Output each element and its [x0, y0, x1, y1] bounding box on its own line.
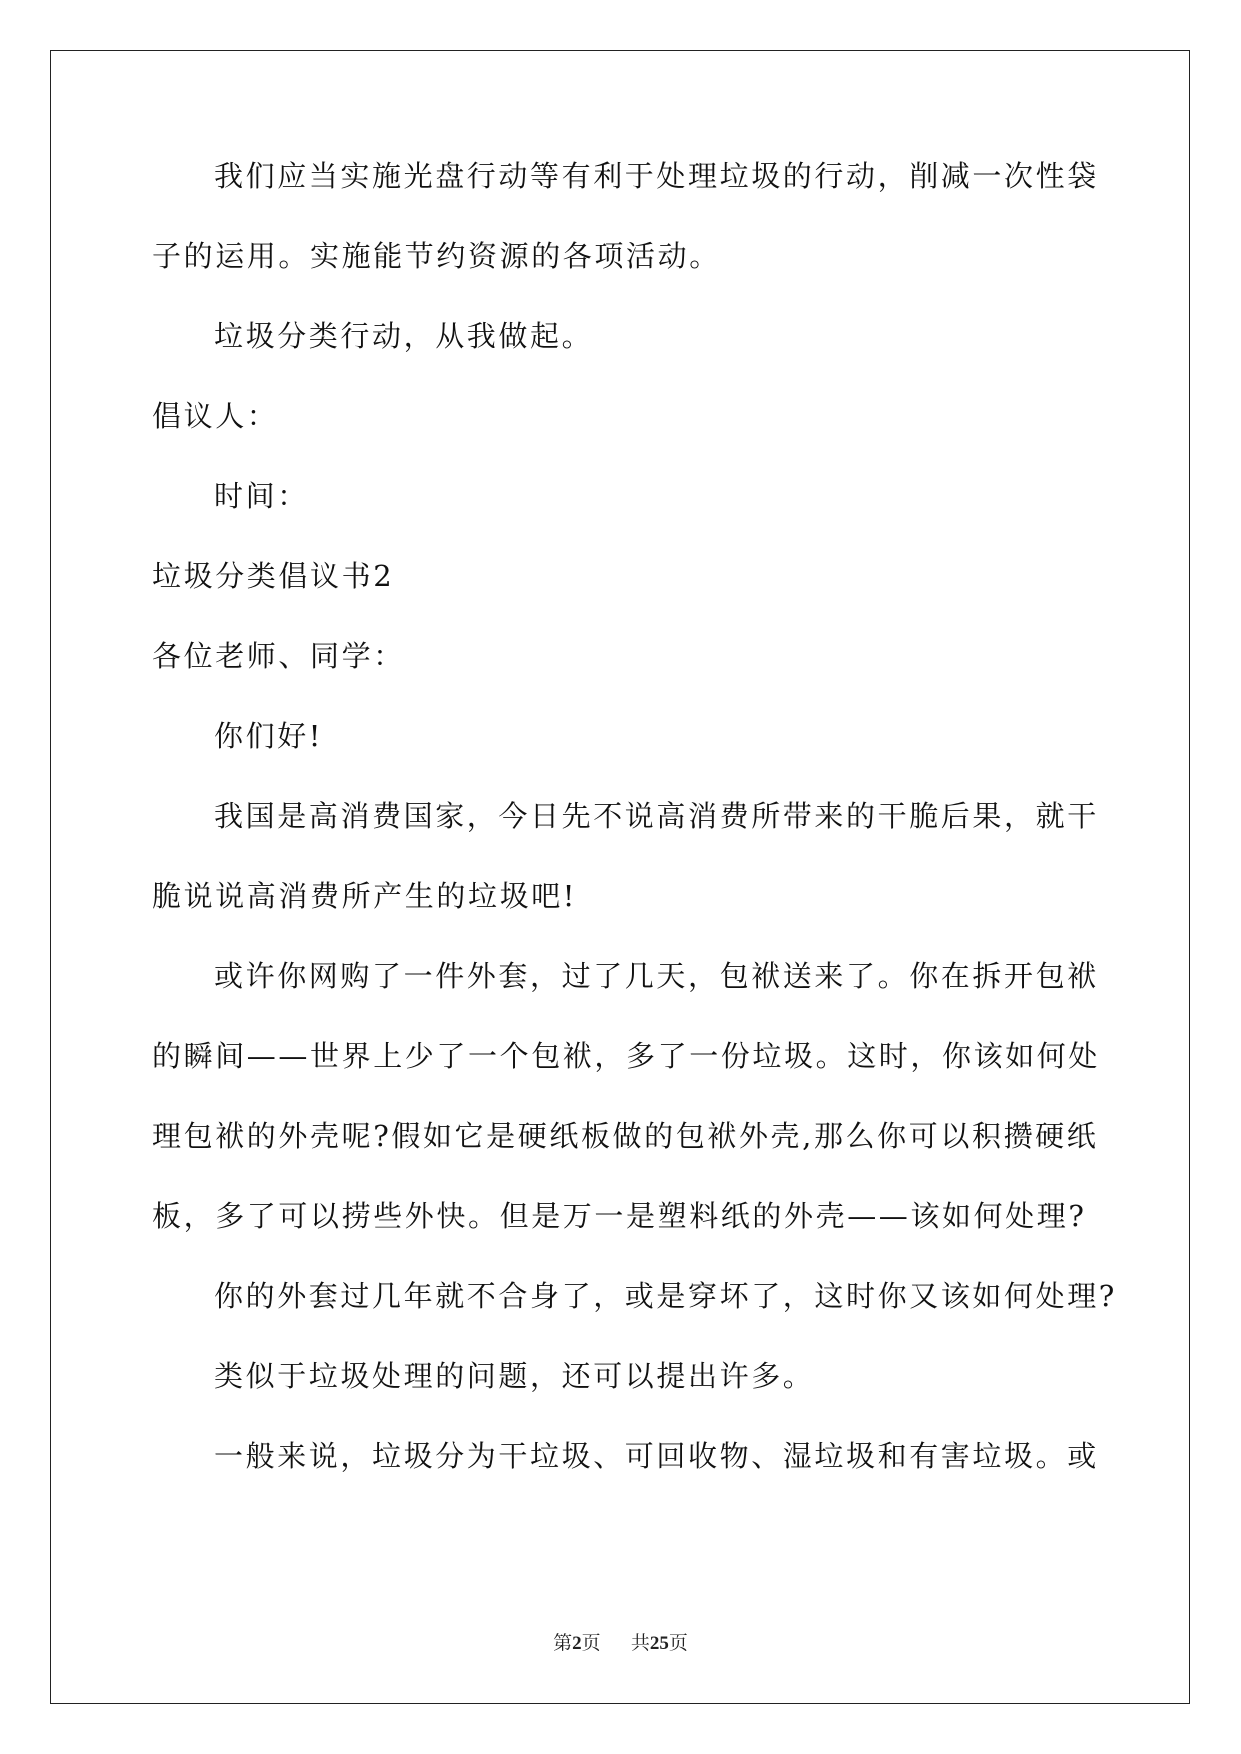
proposer-label: 倡议人： [152, 399, 279, 433]
paragraph-line: 子的运用。实施能节约资源的各项活动。 [152, 239, 721, 273]
total-suffix: 页 [668, 1632, 688, 1654]
paragraph-line: 或许你网购了一件外套，过了几天，包袱送来了。你在拆开包袱 [214, 959, 1099, 993]
date-label: 时间： [214, 479, 309, 513]
paragraph-line: 类似于垃圾处理的问题，还可以提出许多。 [214, 1359, 815, 1393]
paragraph-line: 我国是高消费国家，今日先不说高消费所带来的干脆后果，就干 [214, 799, 1099, 833]
paragraph-line: 你的外套过几年就不合身了，或是穿坏了，这时你又该如何处理? [214, 1279, 1117, 1313]
section-title: 垃圾分类倡议书2 [152, 559, 395, 593]
page-footer [0, 1628, 1241, 1655]
total-prefix: 共 [630, 1632, 650, 1654]
paragraph-line: 脆说说高消费所产生的垃圾吧! [152, 879, 578, 913]
page-prefix: 第 [553, 1632, 573, 1654]
paragraph-line: 板，多了可以捞些外快。但是万一是塑料纸的外壳——该如何处理? [152, 1199, 1087, 1233]
paragraph-line: 我们应当实施光盘行动等有利于处理垃圾的行动，削减一次性袋 [214, 159, 1099, 193]
paragraph-line: 理包袱的外壳呢?假如它是硬纸板做的包袱外壳,那么你可以积攒硬纸 [152, 1119, 1099, 1153]
paragraph-line: 一般来说，垃圾分为干垃圾、可回收物、湿垃圾和有害垃圾。或 [214, 1439, 1099, 1473]
paragraph-line: 的瞬间——世界上少了一个包袱，多了一份垃圾。这时，你该如何处 [152, 1039, 1101, 1073]
total-pages: 25 [649, 1633, 669, 1654]
greeting: 你们好! [214, 719, 324, 753]
paragraph-line: 垃圾分类行动，从我做起。 [214, 319, 594, 353]
page-number: 2 [572, 1633, 582, 1654]
salutation: 各位老师、同学： [152, 639, 405, 673]
page-suffix: 页 [581, 1632, 601, 1654]
